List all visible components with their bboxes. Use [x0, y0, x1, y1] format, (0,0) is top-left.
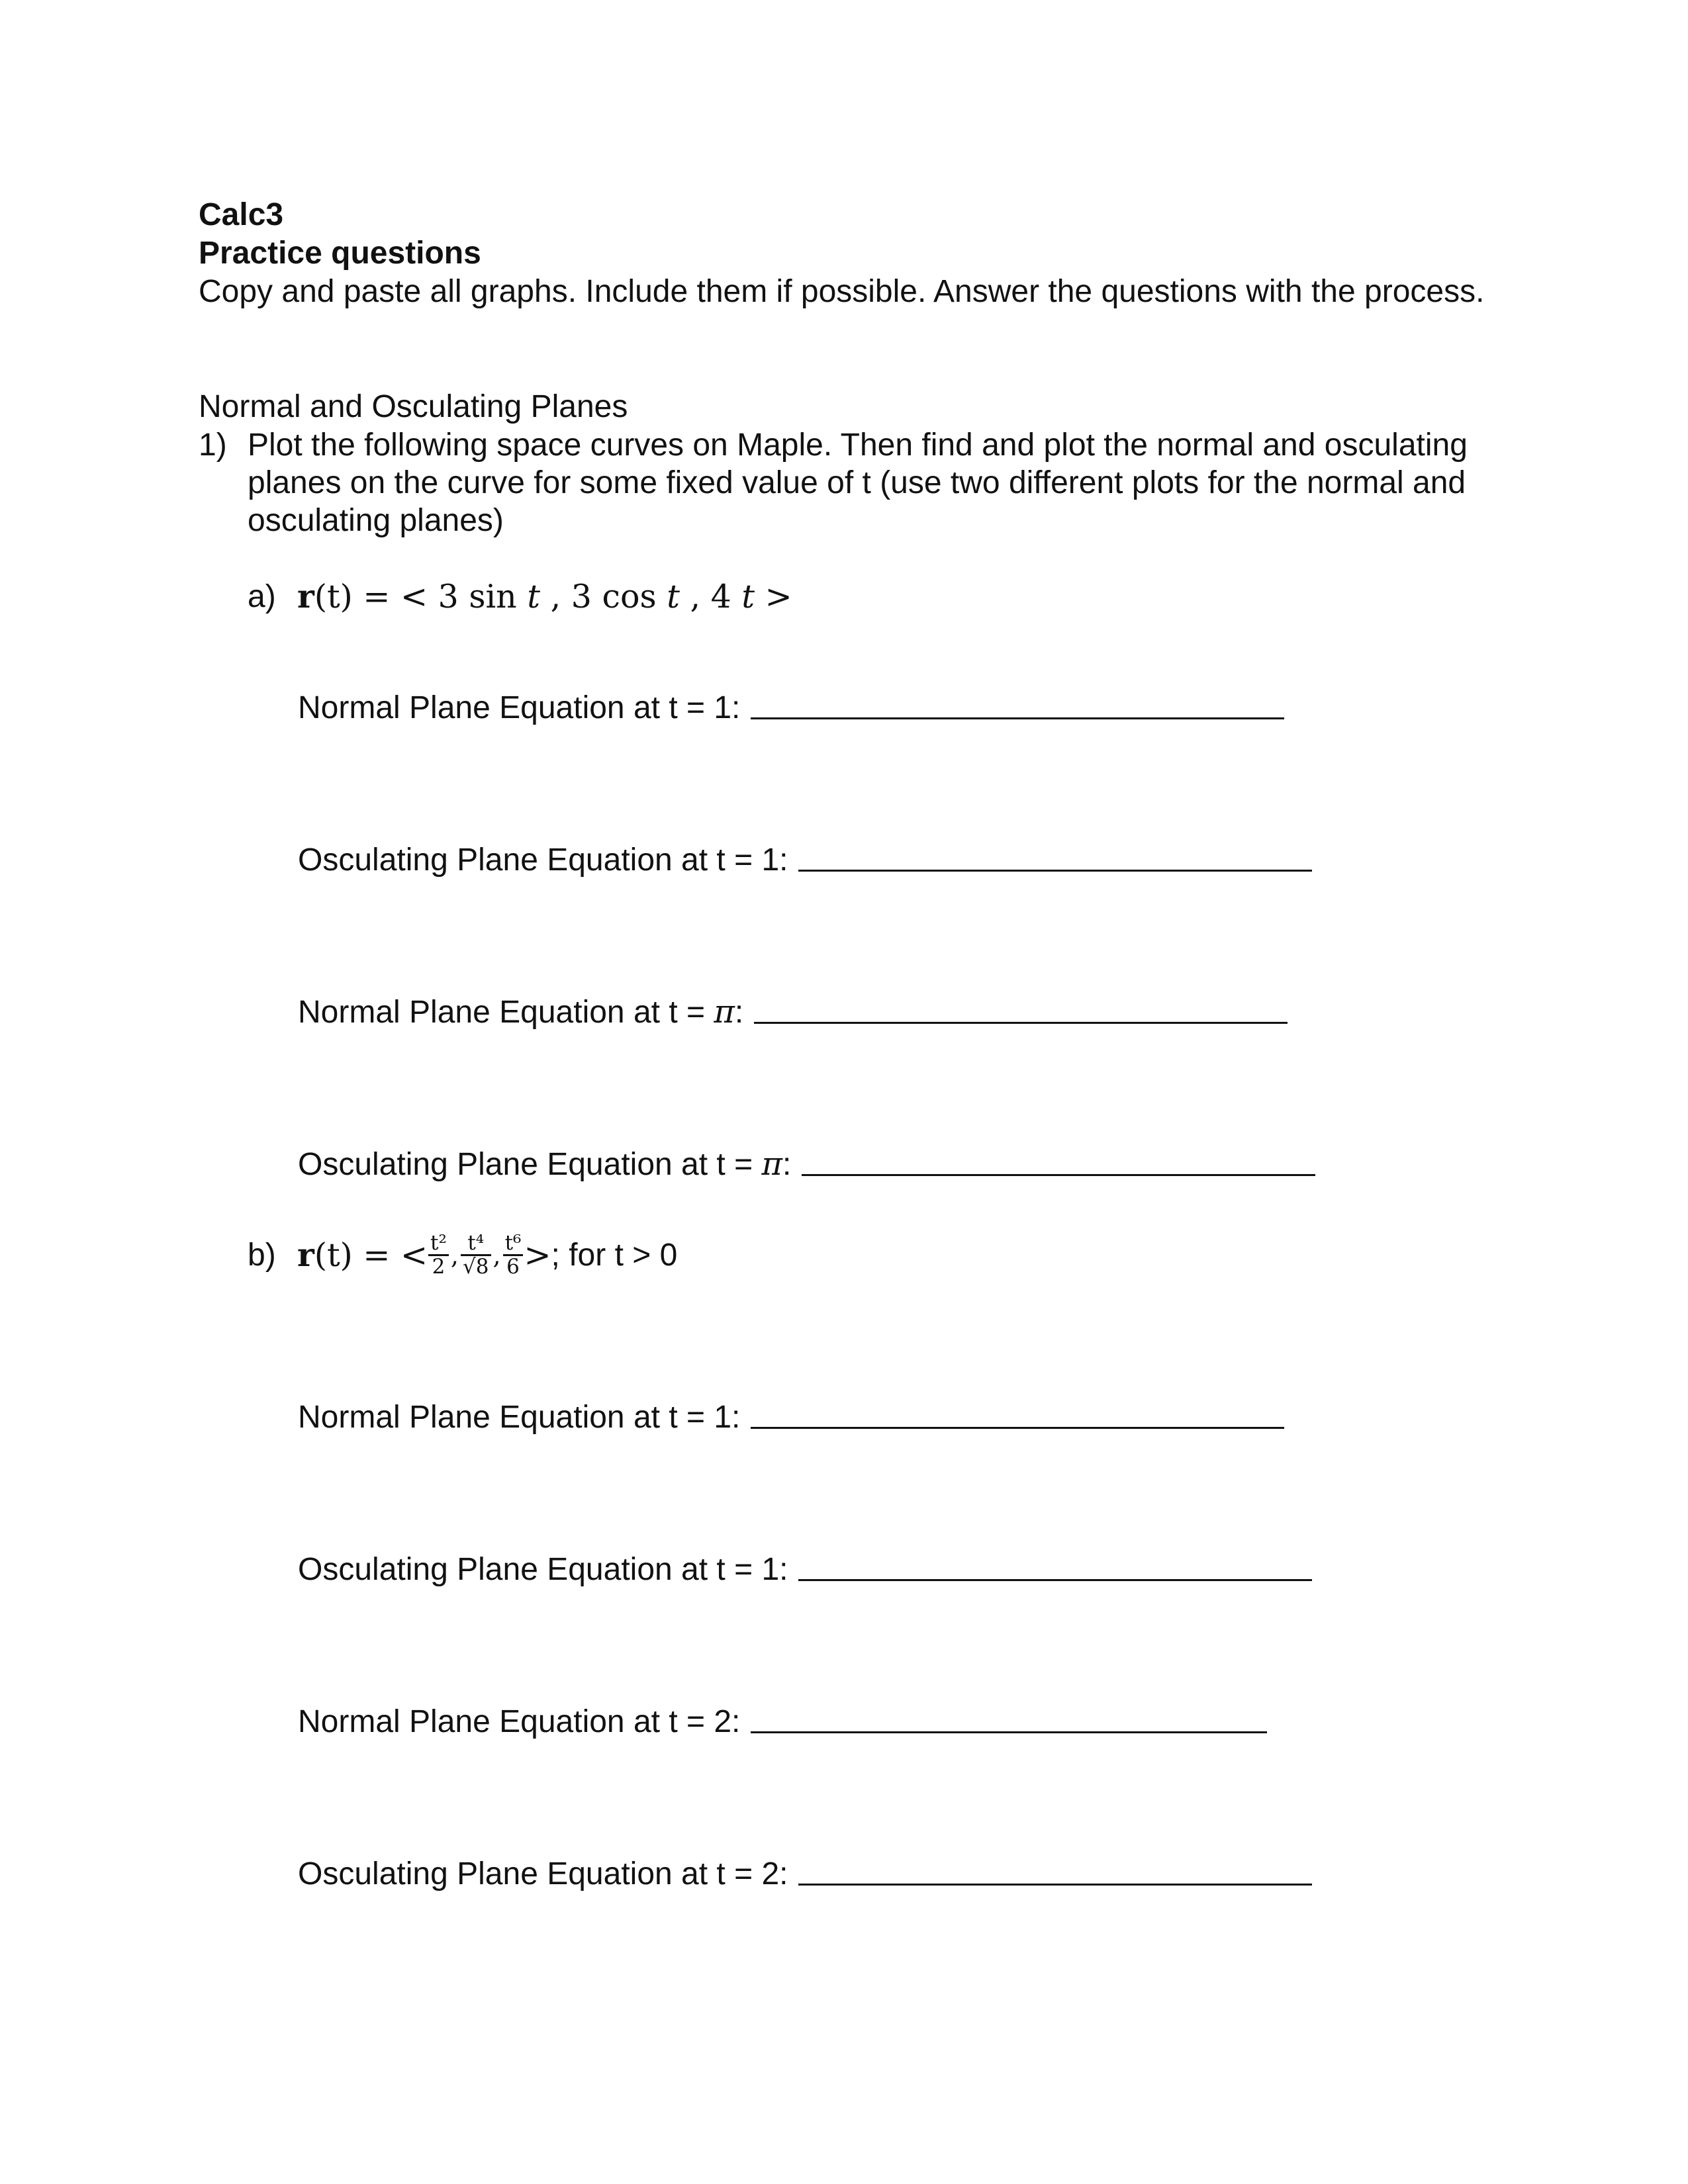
component-3-var: t: [741, 578, 755, 615]
condition: ; for t > 0: [551, 1237, 678, 1273]
component-3: 4: [710, 578, 731, 615]
answer-row-b4: [298, 1854, 1312, 1893]
label-prefix: Osculating Plane Equation at t =: [298, 1147, 762, 1182]
comma: ,: [492, 1240, 501, 1270]
equation-prefix: (t) = <: [314, 1236, 428, 1274]
answer-row-a1: [298, 688, 1284, 727]
answer-label: Normal Plane Equation at t = 1:: [298, 690, 741, 725]
vector-r: r: [297, 1236, 314, 1274]
answer-label: Osculating Plane Equation at t = 1:: [298, 842, 788, 878]
answer-label: Normal Plane Equation at t = 2:: [298, 1704, 741, 1739]
fraction-numerator: t²: [428, 1232, 449, 1256]
vector-equation-a: r(t) = < 3 sin t , 3 cos t , 4 t >: [297, 577, 792, 615]
question-1: [199, 426, 1496, 539]
equation-close: >: [524, 1236, 551, 1274]
answer-label: [298, 993, 743, 1032]
answer-row-a4: [298, 1145, 1315, 1184]
answer-blank[interactable]: [802, 1146, 1315, 1176]
answer-row-b2: [298, 1550, 1312, 1589]
worksheet-title: Practice questions: [199, 236, 481, 271]
answer-label: [298, 1145, 791, 1184]
fraction-denominator: 6: [506, 1255, 520, 1279]
answer-blank[interactable]: [751, 690, 1284, 719]
fraction-1: [428, 1232, 449, 1278]
fraction-denominator: 2: [432, 1255, 445, 1279]
answer-row-a2: [298, 841, 1312, 880]
vector-r: r: [297, 577, 314, 615]
component-1-var: t: [527, 578, 541, 615]
question-text: Plot the following space curves on Maple. Then find and plot the normal and osculating planes on the curve for some fixed value of t (use two different plots for the normal and osculating planes): [248, 428, 1468, 538]
answer-row-a3: [298, 993, 1288, 1032]
answer-blank[interactable]: [751, 1704, 1267, 1733]
header: [199, 196, 1496, 311]
fraction-2: [461, 1232, 491, 1278]
component-2: 3 cos: [571, 578, 657, 615]
label-suffix: :: [782, 1147, 792, 1182]
component-2-var: t: [667, 578, 680, 615]
instructions: Copy and paste all graphs. Include them if possible. Answer the questions with the process.: [199, 274, 1485, 309]
answer-label: Osculating Plane Equation at t = 2:: [298, 1856, 788, 1891]
fraction-numerator: t⁴: [461, 1232, 491, 1256]
fraction-numerator: t⁶: [503, 1232, 524, 1256]
part-a: [248, 577, 792, 616]
part-b: [248, 1232, 677, 1278]
label-prefix: Normal Plane Equation at t =: [298, 995, 714, 1030]
pi-symbol: π: [714, 993, 735, 1030]
fraction-denominator: √8: [463, 1255, 489, 1279]
answer-row-b3: [298, 1702, 1267, 1741]
vector-equation-b: [297, 1236, 428, 1275]
answer-blank[interactable]: [798, 1551, 1312, 1581]
answer-label: Osculating Plane Equation at t = 1:: [298, 1552, 788, 1587]
answer-row-b1: [298, 1398, 1284, 1437]
label-suffix: :: [734, 995, 744, 1030]
component-1: 3 sin: [438, 578, 517, 615]
course-name: Calc3: [199, 197, 284, 232]
equation-close: >: [765, 578, 792, 615]
part-label: b): [248, 1237, 276, 1273]
answer-blank[interactable]: [754, 994, 1288, 1024]
answer-label: Normal Plane Equation at t = 1:: [298, 1400, 741, 1435]
equation-prefix: (t) = <: [314, 578, 428, 615]
part-label: a): [248, 578, 276, 614]
pi-symbol: π: [761, 1146, 782, 1183]
answer-blank[interactable]: [798, 1856, 1312, 1886]
comma: ,: [450, 1240, 459, 1270]
question-number: 1): [199, 428, 227, 463]
answer-blank[interactable]: [751, 1399, 1284, 1429]
answer-blank[interactable]: [798, 842, 1312, 872]
section-title: Normal and Osculating Planes: [199, 389, 628, 424]
fraction-3: [503, 1232, 524, 1278]
